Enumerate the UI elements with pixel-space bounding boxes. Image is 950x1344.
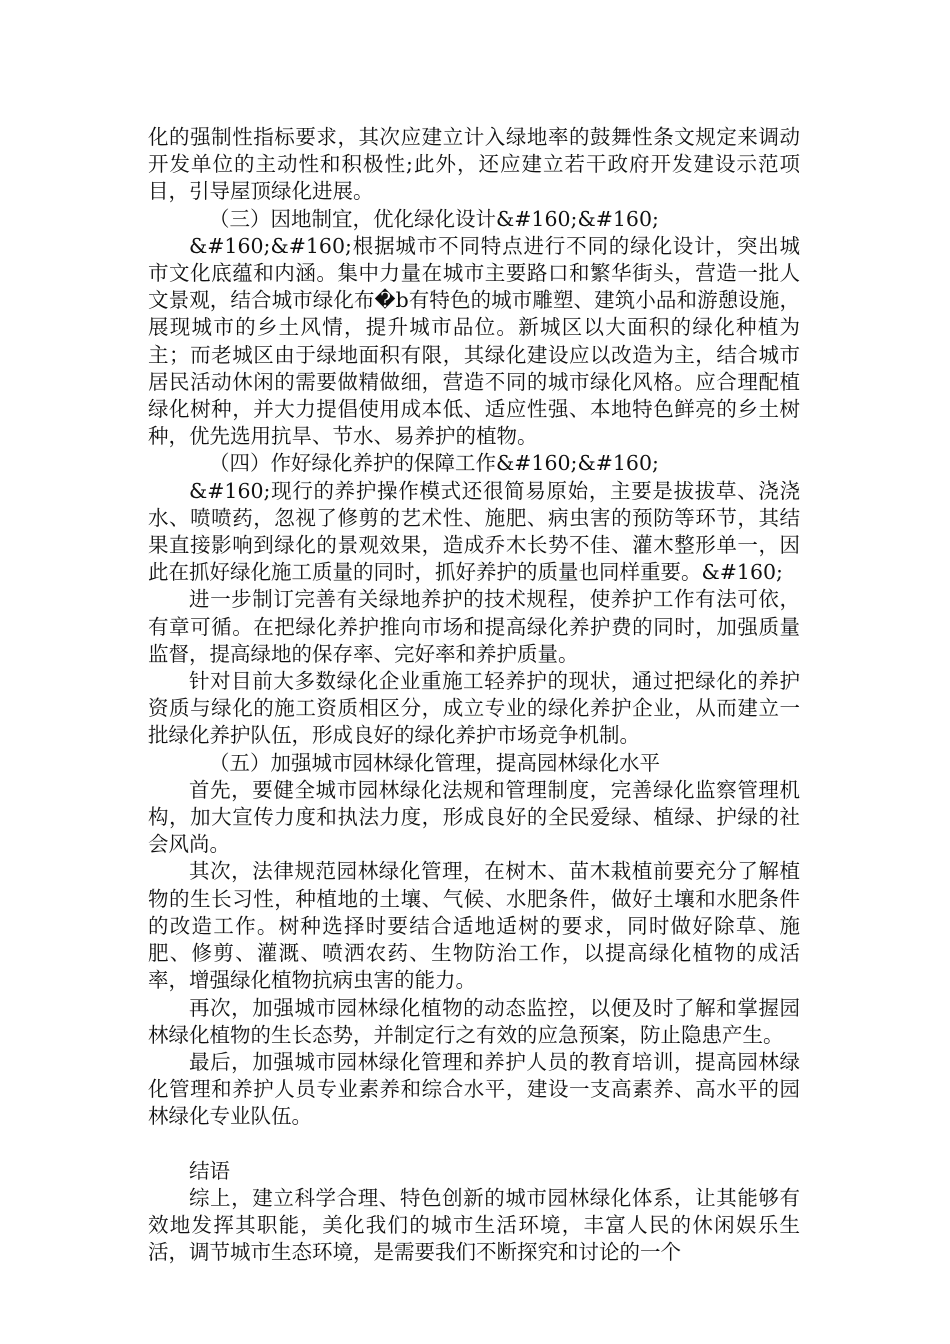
paragraph-3: &#160;现行的养护操作模式还很简易原始，主要是拔拔草、浇浇水、喷喷药，忽视了修剪的艺术性、施肥、病虫害的预防等环节，其结果直接影响到绿化的景观效果，造成乔木长势不佳、灌木整形单一，因此在抓好绿化施工质量的同时，抓好养护的质量也同样重要。&#160; xyxy=(148,478,800,585)
paragraph-2: &#160;&#160;根据城市不同特点进行不同的绿化设计，突出城市文化底蕴和内涵。集中力量在城市主要路口和繁华街头，营造一批人文景观，结合城市绿化布�b有特色的城市雕塑、建筑小品和游憩设施，展现城市的乡土风情，提升城市品位。新城区以大面积的绿化种植为主；而老城区由于绿地面积有限，其绿化建设应以改造为主，结合城市居民活动休闲的需要做精做细，营造不同的城市绿化风格。应合理配植绿化树种，并大力提倡使用成本低、适应性强、本地特色鲜亮的乡土树种，优先选用抗旱、节水、易养护的植物。 xyxy=(148,233,800,449)
paragraph-6: 首先，要健全城市园林绿化法规和管理制度，完善绿化监察管理机构，加大宣传力度和执法力度，形成良好的全民爱绿、植绿、护绿的社会风尚。 xyxy=(148,777,800,857)
document-page xyxy=(148,124,800,1267)
paragraph-7: 其次，法律规范园林绿化管理，在树木、苗木栽植前要充分了解植物的生长习性，种植地的土壤、气候、水肥条件，做好土壤和水肥条件的改造工作。树种选择时要结合适地适树的要求，同时做好除草、施肥、修剪、灌溉、喷洒农药、生物防治工作，以提高绿化植物的成活率，增强绿化植物抗病虫害的能力。 xyxy=(148,859,800,993)
paragraph-5: 针对目前大多数绿化企业重施工轻养护的现状，通过把绿化的养护资质与绿化的施工资质相区分，成立专业的绿化养护企业，从而建立一批绿化养护队伍，形成良好的绿化养护市场竞争机制。 xyxy=(148,669,800,748)
paragraph-1: 化的强制性指标要求，其次应建立计入绿地率的鼓舞性条文规定来调动开发单位的主动性和积极性;此外，还应建立若干政府开发建设示范项目，引导屋顶绿化进展。 xyxy=(148,125,800,204)
conclusion-paragraph: 综上，建立科学合理、特色创新的城市园林绿化体系，让其能够有效地发挥其职能，美化我们的城市生活环境，丰富人民的休闲娱乐生活，调节城市生态环境，是需要我们不断探究和讨论的一个 xyxy=(148,1185,800,1265)
section-heading-3: （三）因地制宜，优化绿化设计&#160;&#160; xyxy=(209,206,659,231)
conclusion-heading: 结语 xyxy=(189,1158,230,1183)
blank-line xyxy=(148,1131,800,1158)
paragraph-8: 再次，加强城市园林绿化植物的动态监控，以便及时了解和掌握园林绿化植物的生长态势，并制定行之有效的应急预案，防止隐患产生。 xyxy=(148,995,800,1047)
section-heading-5: （五）加强城市园林绿化管理，提高园林绿化水平 xyxy=(209,750,660,775)
paragraph-4: 进一步制订完善有关绿地养护的技术规程，使养护工作有法可依，有章可循。在把绿化养护推向市场和提高绿化养护费的同时，加强质量监督，提高绿地的保存率、完好率和养护质量。 xyxy=(148,587,800,666)
section-heading-4: （四）作好绿化养护的保障工作&#160;&#160; xyxy=(209,451,659,476)
paragraph-9: 最后，加强城市园林绿化管理和养护人员的教育培训，提高园林绿化管理和养护人员专业素养和综合水平，建设一支高素养、高水平的园林绿化专业队伍。 xyxy=(148,1049,800,1129)
